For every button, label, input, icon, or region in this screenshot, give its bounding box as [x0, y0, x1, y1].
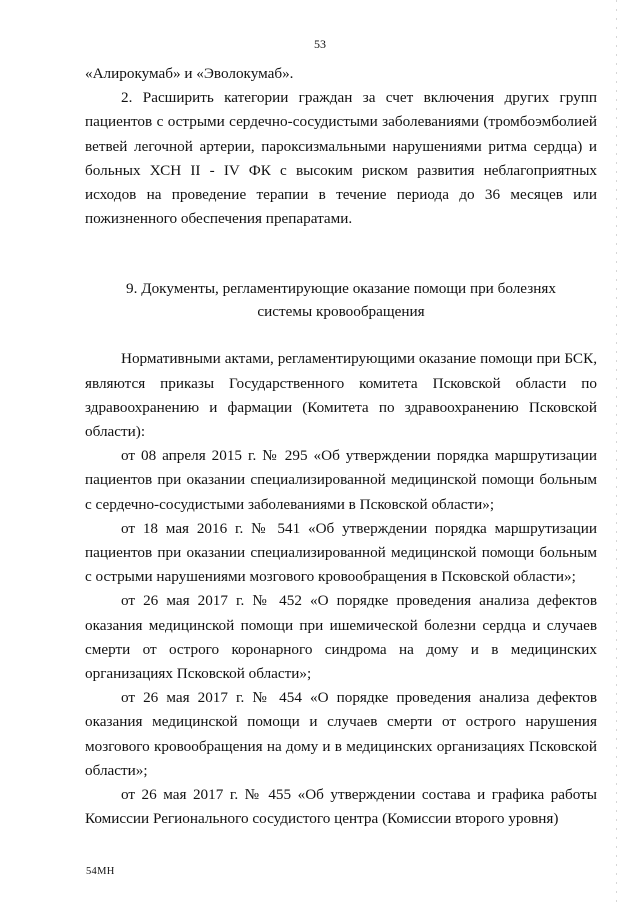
spacer: [85, 231, 597, 278]
normative-intro-paragraph: Нормативными актами, регламентирующими оказание помощи при БСК, являются приказы Государственного комитета Псковской области по здравоохранению и фармации (Комитета по здравоохранению Псковской области):: [85, 350, 597, 441]
order-item: от 08 апреля 2015 г. № 295 «Об утверждении порядка маршрутизации пациентов при оказании специализированной медицинской помощи больным с сердечно-сосудистыми заболеваниями в Псковской области»;: [85, 447, 597, 513]
order-item: от 26 мая 2017 г. № 455 «Об утверждении состава и графика работы Комиссии Регионального сосудистого центра (Комиссии второго уровня): [85, 786, 597, 828]
order-item: от 26 мая 2017 г. № 454 «О порядке проведения анализа дефектов оказания медицинской помощи и случаев смерти от острого нарушения мозгового кровообращения на дому и в медицинских организациях Псковской области»;: [85, 689, 597, 779]
order-item: от 18 мая 2016 г. № 541 «Об утверждении порядка маршрутизации пациентов при оказании специализированной медицинской помощи больным с острыми нарушениями мозгового кровообращения в Псковской области»;: [85, 519, 597, 586]
scan-edge-artifact: [616, 0, 617, 905]
page-number: 53: [314, 37, 326, 51]
document-body: [85, 62, 597, 831]
order-item: от 26 мая 2017 г. № 452 «О порядке проведения анализа дефектов оказания медицинской помощи при ишемической болезни сердца и случаев смерти от острого коронарного синдрома на дому и в медицинских организациях Псковской области»;: [85, 592, 597, 683]
section-heading-line-2: системы кровообращения: [257, 302, 425, 320]
intro-fragment: «Алирокумаб» и «Эволокумаб».: [85, 65, 294, 82]
paragraph-item-2: 2. Расширить категории граждан за счет включения других групп пациентов с острыми сердечно-сосудистыми заболеваниями (тромбоэмболией ветвей легочной артерии, пароксизмальными нарушениями ритма сердца) и больных ХСН II - IV ФК с высоким риском развития неблагоприятных исходов на проведение терапии в течение периода до 36 месяцев или пожизненного обеспечения препаратами.: [85, 89, 597, 228]
section-heading-line-1: 9. Документы, регламентирующие оказание помощи при болезнях: [126, 280, 556, 298]
spacer: [85, 323, 597, 347]
footer-code: 54МН: [86, 866, 115, 877]
